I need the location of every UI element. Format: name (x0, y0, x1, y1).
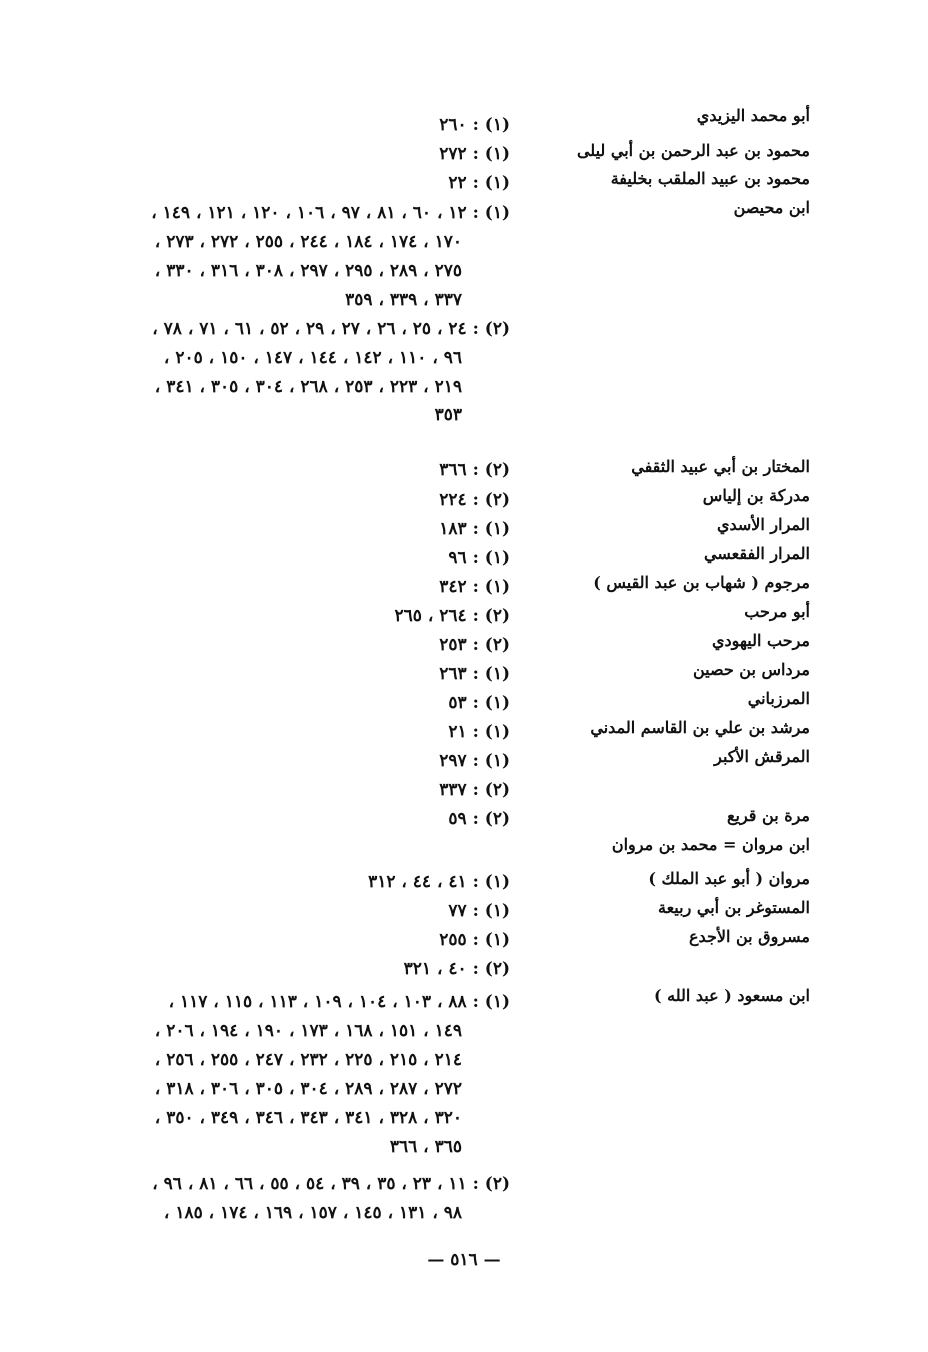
index-entry-refs: ١٧٠ ، ١٧٤ ، ١٨٤ ، ٢٤٤ ، ٢٥٥ ، ٢٧٢ ، ٢٧٣ ، (154, 232, 462, 252)
index-entry-name: مدركة بن إلياس (702, 486, 810, 505)
index-entry-refs: (١) : ٢٦٣ (439, 664, 510, 684)
index-entry-name: المرزباني (747, 689, 810, 708)
index-entry-name: المرقش الأكبر (714, 747, 810, 766)
index-entry-refs: (١) : ٤١ ، ٤٤ ، ٣١٢ (368, 872, 510, 892)
index-entry-refs: ١٤٩ ، ١٥١ ، ١٦٨ ، ١٧٣ ، ١٩٠ ، ١٩٤ ، ٢٠٦ ، (154, 1021, 462, 1041)
index-entry-name: محمود بن عبد الرحمن بن أبي ليلى (576, 141, 810, 160)
index-entry-refs: ٩٨ ، ١٣١ ، ١٤٥ ، ١٥٧ ، ١٦٩ ، ١٧٤ ، ١٨٥ ، (163, 1203, 462, 1223)
index-entry-refs: (١) : ١٨٣ (439, 519, 510, 539)
index-entry-name: أبو مرحب (744, 602, 810, 621)
index-entry-refs: (١) : ٩٦ (448, 548, 510, 568)
index-entry-refs: ٢٧٢ ، ٢٨٧ ، ٢٨٩ ، ٣٠٤ ، ٣٠٥ ، ٣٠٦ ، ٣١٨ ، (154, 1079, 462, 1099)
index-entry-name: مرة بن قريع (727, 806, 810, 825)
index-entry-name: المستوغر بن أبي ربيعة (657, 898, 810, 917)
index-entry-refs: (٢) : ٢٦٤ ، ٢٦٥ (394, 606, 510, 626)
index-entry-refs: ٢١٩ ، ٢٢٣ ، ٢٥٣ ، ٢٦٨ ، ٣٠٤ ، ٣٠٥ ، ٣٤١ ، (154, 377, 462, 397)
index-entry-refs: (٢) : ٣٦٦ (439, 460, 510, 480)
index-entry-refs: (١) : ٢١ (448, 722, 510, 742)
index-entry-name: مرداس بن حصين (692, 660, 810, 679)
index-entry-refs: (١) : ٧٧ (448, 901, 510, 921)
index-entry-refs: (٢) : ٣٣٧ (439, 780, 510, 800)
index-entry-name: المرار الفقعسي (704, 544, 810, 563)
index-entry-refs: (١) : ٣٤٢ (439, 577, 510, 597)
index-entry-refs: ٩٦ ، ١١٠ ، ١٤٢ ، ١٤٤ ، ١٤٧ ، ١٥٠ ، ٢٠٥ ، (163, 348, 462, 368)
index-entry-refs: ٣٥٣ (434, 405, 462, 425)
index-entry-refs: (١) : ٢٥٥ (439, 930, 510, 950)
index-entry-refs: ٣٢٠ ، ٣٢٨ ، ٣٤١ ، ٣٤٣ ، ٣٤٦ ، ٣٤٩ ، ٣٥٠ ، (154, 1108, 462, 1128)
index-entry-name: مرجوم ( شهاب بن عبد القيس ) (593, 573, 810, 592)
index-entry-refs: ٢٧٥ ، ٢٨٩ ، ٢٩٥ ، ٢٩٧ ، ٣٠٨ ، ٣١٦ ، ٣٣٠ ، (154, 261, 462, 281)
index-entry-name: أبو محمد اليزيدي (696, 106, 810, 125)
index-entry-refs: (١) : ٢٦٠ (439, 115, 510, 135)
index-entry-name: مروان ( أبو عبد الملك ) (648, 869, 810, 888)
index-entry-refs: ٣٦٥ ، ٣٦٦ (389, 1137, 462, 1157)
index-entry-name: مسروق بن الأجدع (689, 927, 810, 946)
index-entry-refs: (١) : ٨٨ ، ١٠٣ ، ١٠٤ ، ١٠٩ ، ١١٣ ، ١١٥ ، ١١٧ ، (168, 992, 510, 1012)
index-entry-refs: (٢) : ٢٥٣ (439, 635, 510, 655)
index-entry-name: ابن مسعود ( عبد الله ) (654, 986, 810, 1005)
index-entry-name: المختار بن أبي عبيد الثقفي (631, 457, 810, 476)
index-entry-refs: (٢) : ٤٠ ، ٣٢١ (403, 959, 510, 979)
index-entry-refs: (١) : ٢٩٧ (439, 751, 510, 771)
index-entry-refs: (٢) : ٥٩ (448, 809, 510, 829)
index-entry-refs: (١) : ١٢ ، ٦٠ ، ٨١ ، ٩٧ ، ١٠٦ ، ١٢٠ ، ١٢١ ، ١٤٩ ، (151, 203, 510, 223)
index-entry-refs: (١) : ٥٣ (448, 693, 510, 713)
index-entry-refs: (١) : ٢٧٢ (439, 144, 510, 164)
index-entry-refs: (٢) : ١١ ، ٢٣ ، ٣٥ ، ٣٩ ، ٥٤ ، ٥٥ ، ٦٦ ، ٨١ ، ٩٦ ، (152, 1174, 510, 1194)
index-entry-name: مرحب اليهودي (711, 631, 810, 650)
index-entry-name: ابن مروان = محمد بن مروان (611, 835, 810, 854)
index-entry-refs: (٢) : ٢٢٤ (439, 490, 510, 510)
index-entry-name: المرار الأسدي (716, 515, 810, 534)
index-entry-refs: (١) : ٢٢ (448, 173, 510, 193)
index-entry-name: مرشد بن علي بن القاسم المدني (590, 718, 810, 737)
page-number: — ٥١٦ — (427, 1250, 501, 1270)
index-entry-name: ابن محيصن (733, 198, 810, 217)
index-entry-refs: ٣٣٧ ، ٣٣٩ ، ٣٥٩ (345, 290, 462, 310)
index-entry-refs: ٢١٤ ، ٢١٥ ، ٢٢٥ ، ٢٣٢ ، ٢٤٧ ، ٢٥٥ ، ٢٥٦ ، (154, 1050, 462, 1070)
index-entry-name: محمود بن عبيد الملقب بخليفة (610, 169, 810, 188)
index-entry-refs: (٢) : ٢٤ ، ٢٥ ، ٢٦ ، ٢٧ ، ٢٩ ، ٥٢ ، ٦١ ، ٧١ ، ٧٨ ، (152, 319, 510, 339)
